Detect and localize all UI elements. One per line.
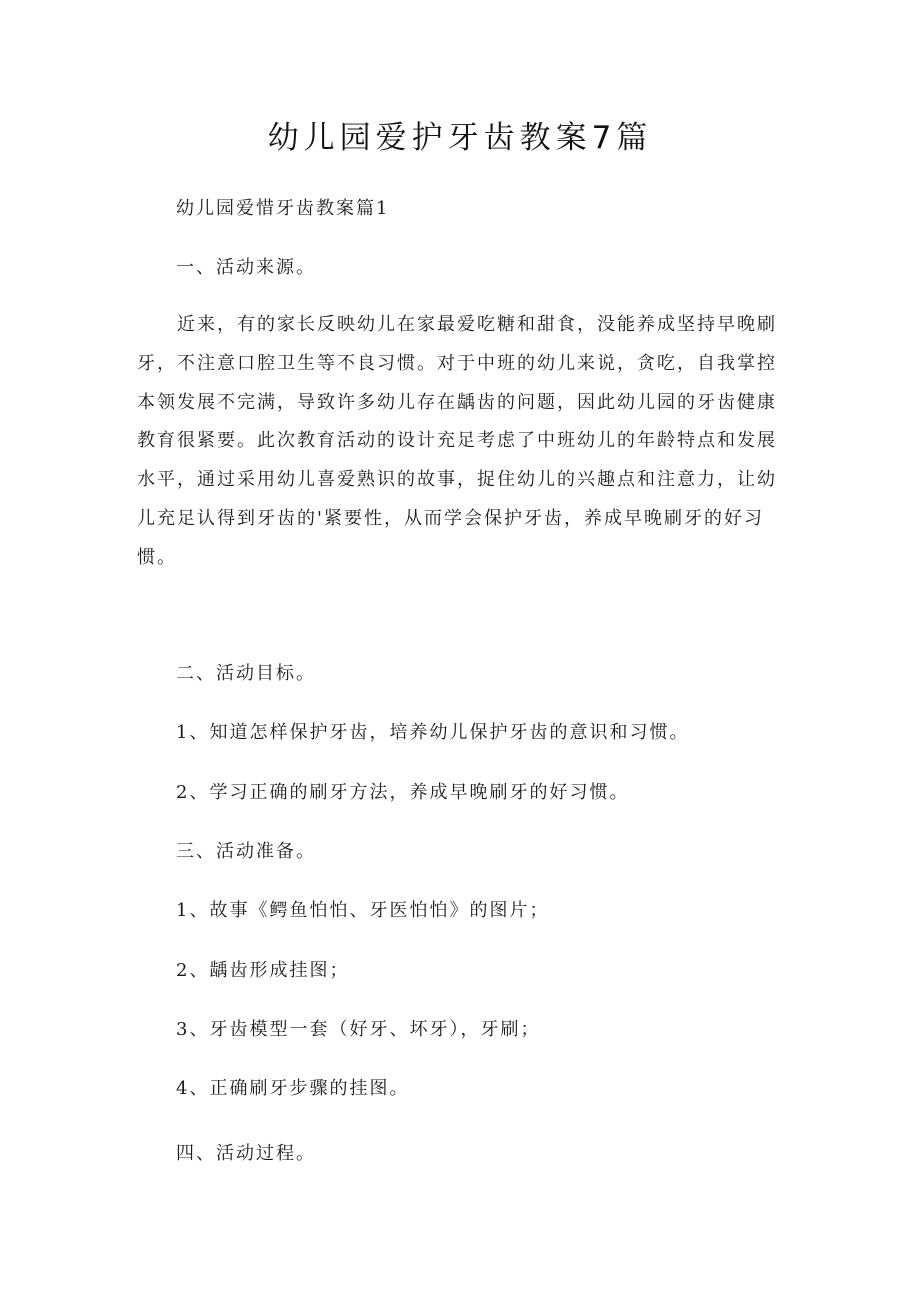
intro-line: 水平，通过采用幼儿喜爱熟识的故事，捉住幼儿的兴趣点和注意力，让幼 <box>137 469 777 491</box>
intro-line: 牙，不注意口腔卫生等不良习惯。对于中班的幼儿来说，贪吃，自我掌控 <box>137 352 777 374</box>
section-heading-process: 四、活动过程。 <box>176 1143 316 1164</box>
section-heading-source: 一、活动来源。 <box>176 257 316 278</box>
intro-line: 惯。 <box>137 546 177 568</box>
section-heading-preparation: 三、活动准备。 <box>176 841 316 862</box>
intro-line: 本领发展不完满，导致许多幼儿存在龋齿的问题，因此幼儿园的牙齿健康 <box>137 391 777 413</box>
prep-item: 3、牙齿模型一套（好牙、坏牙），牙刷； <box>176 1019 541 1040</box>
intro-paragraph <box>137 306 797 578</box>
section-heading-goals: 二、活动目标。 <box>176 663 316 684</box>
intro-line: 儿充足认得到牙齿的'紧要性，从而学会保护牙齿，养成早晚刷牙的好习 <box>137 507 764 529</box>
prep-item: 1、故事《鳄鱼怕怕、牙医怕怕》的图片； <box>176 900 550 921</box>
goal-item: 1、知道怎样保护牙齿，培养幼儿保护牙齿的意识和习惯。 <box>176 722 690 743</box>
goal-item: 2、学习正确的刷牙方法，养成早晚刷牙的好习惯。 <box>176 782 630 803</box>
intro-line: 教育很紧要。此次教育活动的设计充足考虑了中班幼儿的年龄特点和发展 <box>137 430 777 452</box>
prep-item: 2、龋齿形成挂图； <box>176 960 350 981</box>
lesson-subtitle: 幼儿园爱惜牙齿教案篇1 <box>176 198 390 219</box>
document-title: 幼儿园爱护牙齿教案7篇 <box>267 120 653 156</box>
intro-line: 近来，有的家长反映幼儿在家最爱吃糖和甜食，没能养成坚持早晚刷 <box>177 314 777 335</box>
prep-item: 4、正确刷牙步骤的挂图。 <box>176 1078 410 1099</box>
